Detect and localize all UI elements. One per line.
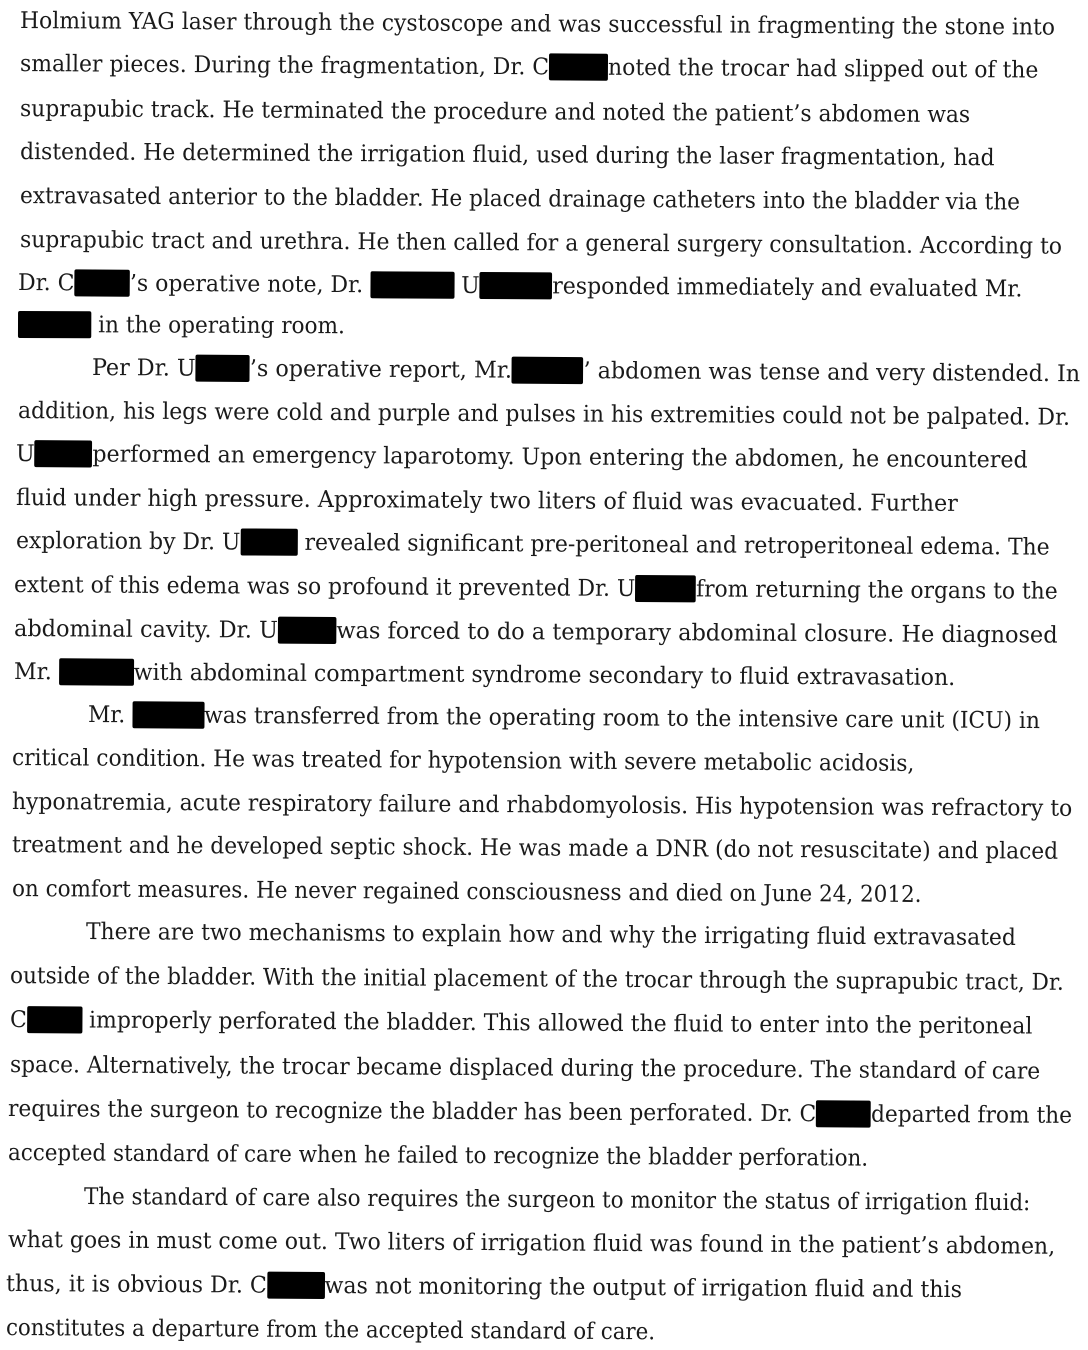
redaction-box — [35, 440, 93, 467]
redaction-box — [549, 53, 608, 80]
redaction-box — [816, 1100, 871, 1127]
line-text: responded immediately and evaluated Mr. — [552, 273, 1023, 303]
line-text: with abdominal compartment syndrome secondary to fluid extravasation. — [133, 659, 956, 691]
line-text: exploration by Dr. U — [15, 528, 241, 556]
line-text: performed an emergency laparotomy. Upon entering the abdomen, he encountered — [92, 441, 1028, 474]
line-text: addition, his legs were cold and purple and pulses in his extremities could not be palpated. Dr. — [17, 398, 1071, 431]
text-line — [16, 439, 1028, 475]
line-text: noted the trocar had slipped out of the — [608, 54, 1039, 84]
line-text: ’s operative report, Mr. — [249, 355, 513, 384]
redaction-box — [18, 311, 91, 338]
text-line — [18, 268, 1023, 304]
line-text: suprapubic tract and urethra. He then called for a general surgery consultation. According to — [19, 227, 1063, 260]
line-text: abdominal cavity. Dr. U — [13, 616, 279, 644]
redaction-box — [132, 701, 204, 728]
line-text: space. Alternatively, the trocar became displaced during the procedure. The standard of care — [9, 1052, 1041, 1085]
text-line — [10, 1050, 1040, 1087]
text-line — [10, 961, 1064, 998]
line-text: distended. He determined the irrigation fluid, used during the laser fragmentation, had — [19, 139, 995, 172]
line-text: Holmium YAG laser through the cystoscope and was successful in fragmenting the stone into — [19, 8, 1056, 41]
line-text: critical condition. He was treated for hypotension with severe metabolic acidosis, — [11, 745, 915, 777]
text-line — [12, 743, 915, 779]
line-text: revealed significant pre-peritoneal and retroperitoneal edema. The — [297, 529, 1050, 561]
redaction-box — [480, 272, 553, 299]
text-line — [14, 570, 1058, 607]
line-text: Dr. C — [17, 270, 75, 297]
text-line — [20, 49, 1039, 86]
text-line — [20, 181, 1020, 217]
line-text: in the operating room. — [91, 312, 345, 340]
line-text: fluid under high pressure. Approximately two liters of fluid was evacuated. Further — [15, 485, 958, 517]
line-text: departed from the — [870, 1101, 1073, 1129]
text-line — [8, 1225, 1055, 1262]
line-text: There are two mechanisms to explain how and why the irrigating fluid extravasated — [85, 919, 1016, 951]
text-line — [16, 526, 1050, 563]
line-text: Mr. — [13, 659, 59, 686]
text-line — [14, 614, 1058, 651]
redaction-box — [635, 575, 696, 602]
text-line — [86, 917, 1016, 953]
redaction-box — [370, 271, 454, 299]
line-text: hyponatremia, acute respiratory failure and rhabdomyolosis. His hypotension was refractory to — [11, 789, 1073, 822]
line-text: ’ abdomen was tense and very distended. In — [583, 358, 1081, 388]
text-line — [84, 1182, 1030, 1218]
line-text: extravasated anterior to the bladder. He placed drainage catheters into the bladder via the — [19, 183, 1021, 216]
line-text: Mr. — [87, 702, 133, 729]
text-line — [8, 1094, 1072, 1131]
redaction-box — [278, 617, 337, 644]
redaction-box — [74, 269, 130, 296]
redaction-box — [267, 1272, 325, 1299]
line-text: improperly perforated the bladder. This allowed the fluid to enter into the peritoneal — [82, 1007, 1033, 1040]
text-line — [14, 657, 955, 693]
line-text: Per Dr. U — [91, 355, 196, 382]
line-text: U — [15, 441, 35, 468]
text-line — [6, 1269, 962, 1305]
line-text: The standard of care also requires the surgeon to monitor the status of irrigation fluid: — [83, 1184, 1031, 1217]
line-text: constitutes a departure from the accepted standard of care. — [5, 1315, 656, 1346]
text-line — [8, 1138, 868, 1174]
line-text: smaller pieces. During the fragmentation, Dr. C — [19, 51, 550, 81]
line-text: accepted standard of care when he failed to recognize the bladder perforation. — [7, 1140, 869, 1172]
line-text: C — [9, 1007, 27, 1034]
line-text: what goes in must come out. Two liters of irrigation fluid was found in the patient’s abdomen, — [7, 1227, 1056, 1260]
redaction-box — [512, 357, 584, 384]
text-line — [88, 700, 1040, 736]
text-line — [16, 483, 958, 519]
line-text: extent of this edema was so profound it prevented Dr. U — [13, 572, 636, 603]
line-text: requires the surgeon to recognize the bladder has been perforated. Dr. C — [7, 1096, 817, 1128]
redaction-box — [59, 658, 134, 685]
text-line — [12, 874, 922, 910]
text-line — [20, 6, 1055, 43]
text-line — [92, 353, 1080, 389]
line-text: treatment and he developed septic shock. He was made a DNR (do not resuscitate) and placed — [11, 832, 1059, 865]
line-text: on comfort measures. He never regained consciousness and died on June 24, 2012. — [11, 876, 922, 908]
line-text: outside of the bladder. With the initial placement of the trocar through the suprapubic tract, Dr. — [9, 963, 1064, 996]
redaction-box — [27, 1006, 82, 1033]
text-line — [20, 94, 970, 130]
line-text: from returning the organs to the — [695, 576, 1058, 605]
text-line — [10, 1005, 1033, 1042]
text-line — [12, 830, 1058, 867]
text-line — [12, 787, 1072, 824]
text-line — [20, 137, 995, 173]
text-line — [6, 1313, 655, 1347]
text-line — [18, 310, 345, 341]
text-line — [18, 396, 1070, 433]
line-text: was not monitoring the output of irrigation fluid and this — [324, 1273, 963, 1304]
line-text: was transferred from the operating room to the intensive care unit (ICU) in — [204, 702, 1041, 735]
redaction-box — [240, 528, 297, 555]
line-text: U — [454, 272, 480, 299]
line-text: ’s operative note, Dr. — [129, 270, 371, 299]
text-line — [20, 225, 1062, 262]
line-text: suprapubic track. He terminated the procedure and noted the patient’s abdomen was — [19, 96, 971, 129]
line-text: was forced to do a temporary abdominal closure. He diagnosed — [336, 618, 1058, 649]
redaction-box — [196, 355, 250, 382]
line-text: thus, it is obvious Dr. C — [5, 1271, 267, 1299]
